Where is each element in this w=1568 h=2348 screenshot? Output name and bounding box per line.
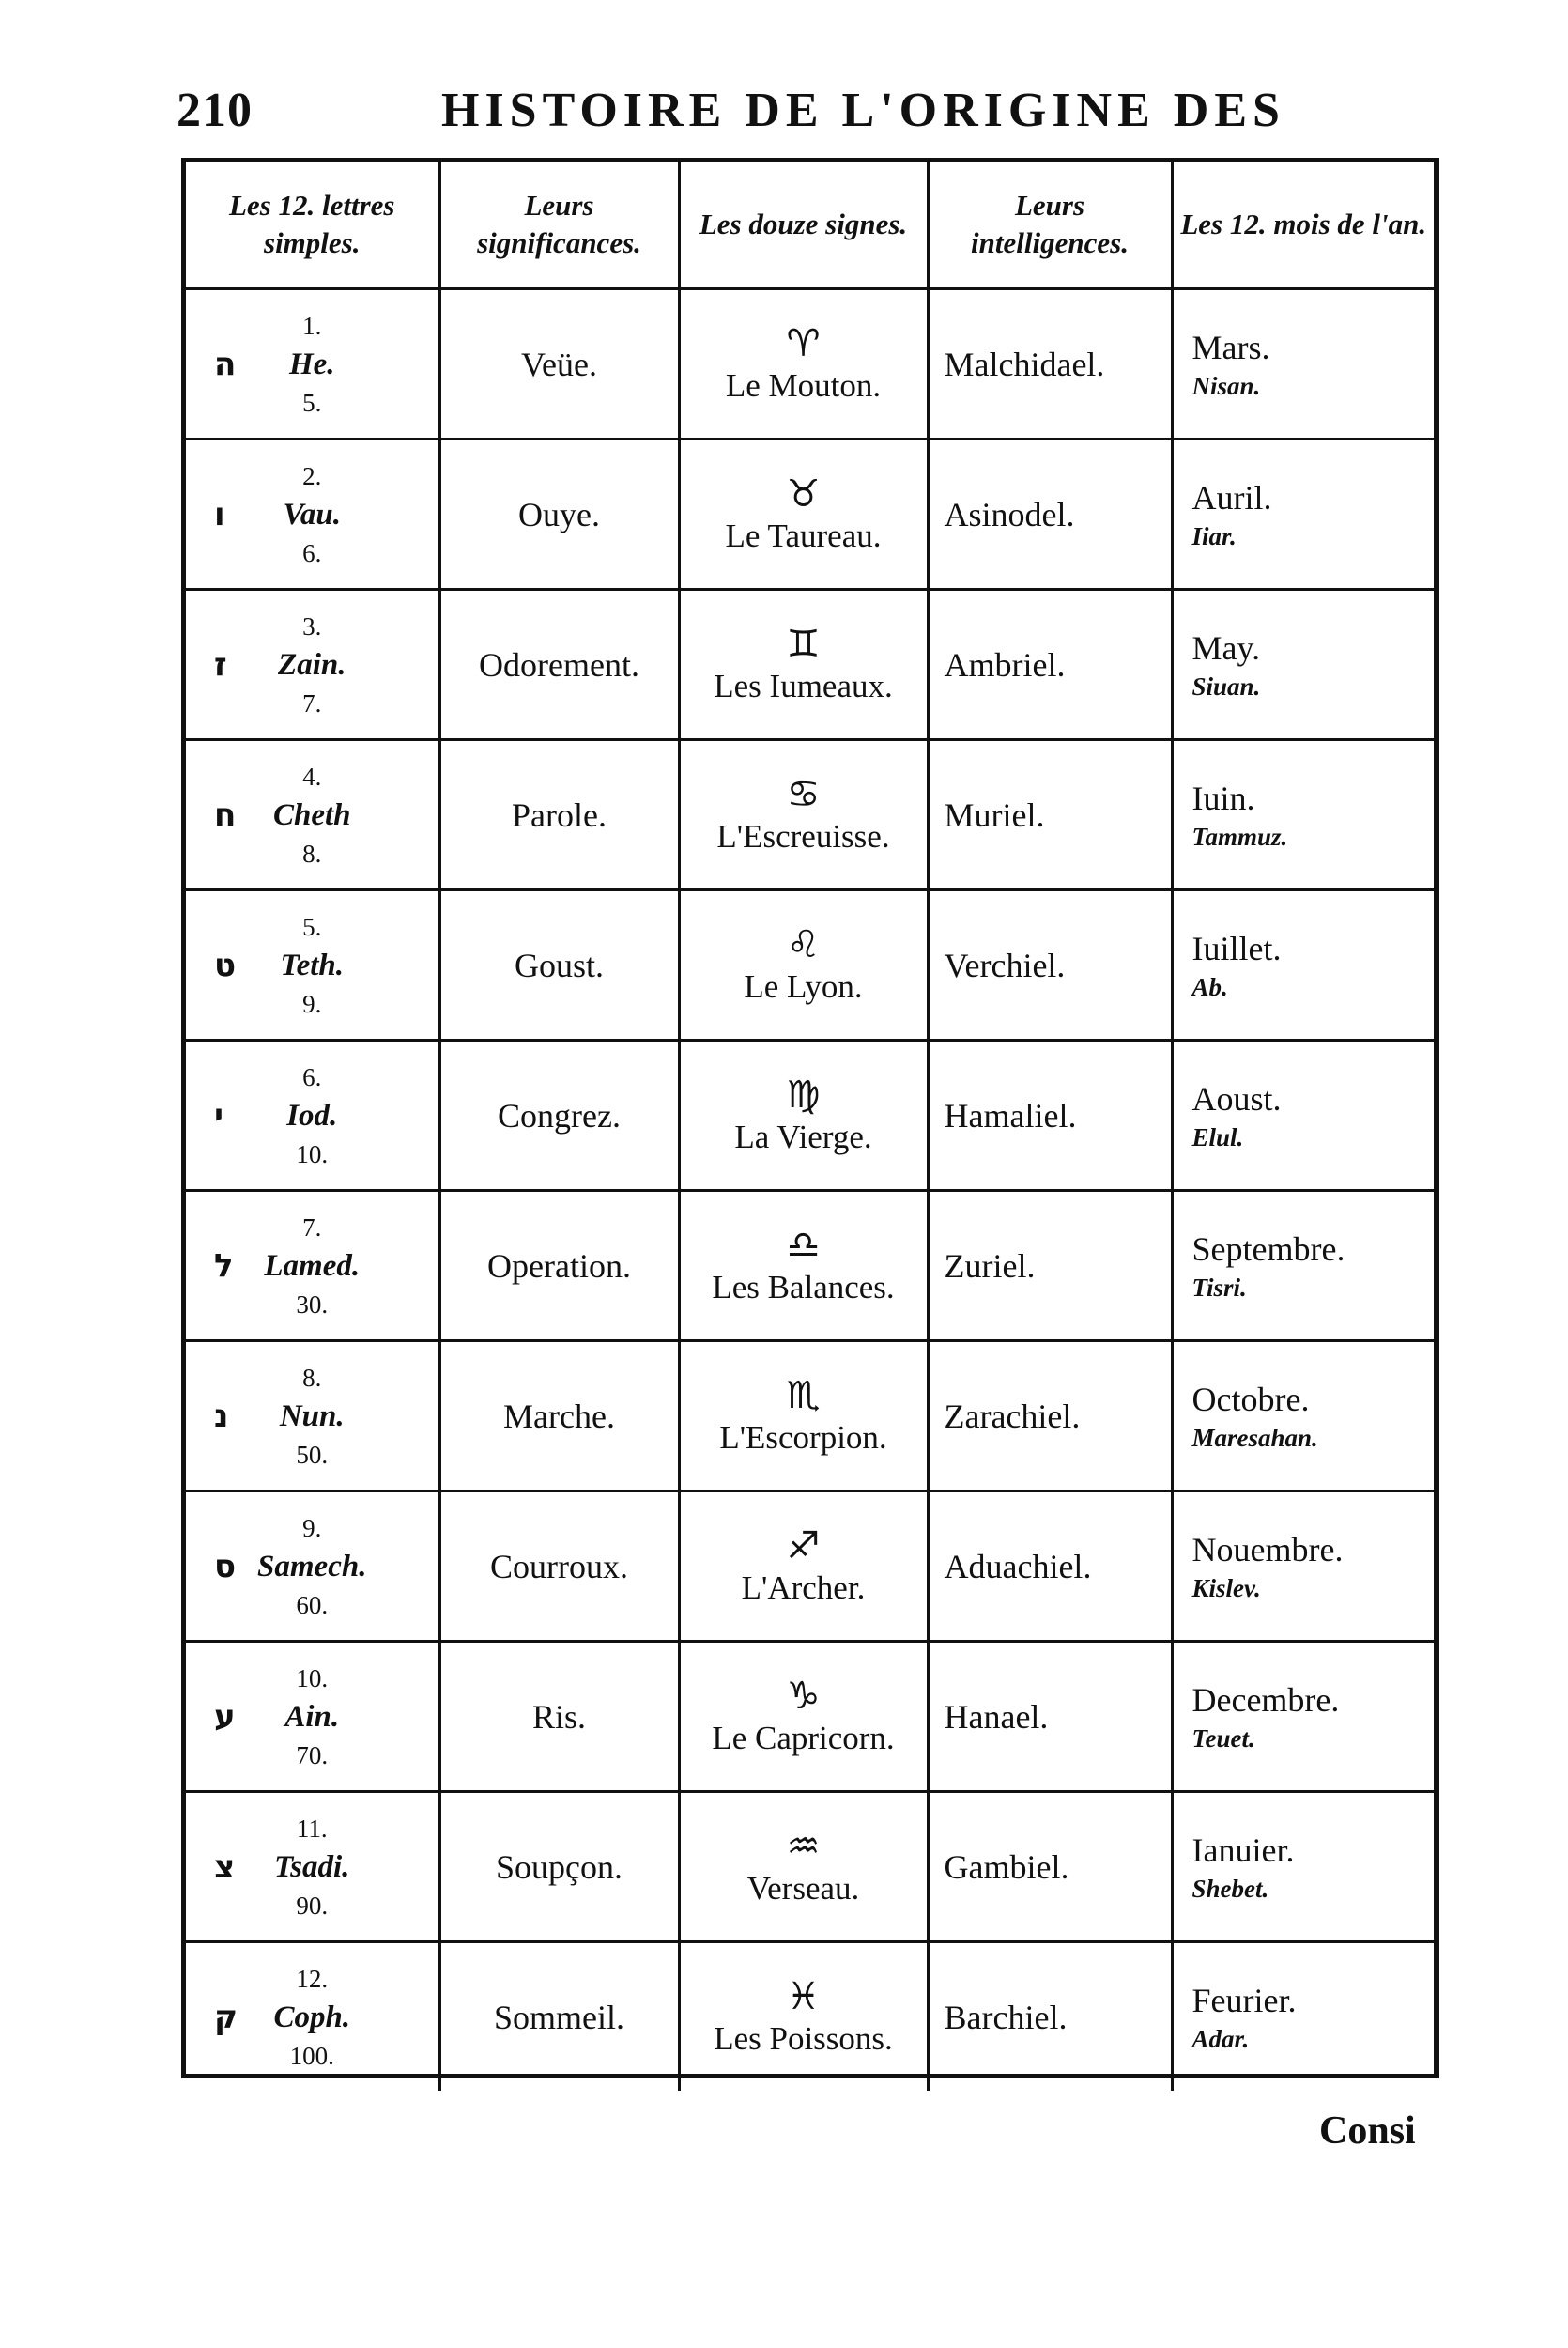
hebrew-letter: ע (214, 1697, 236, 1736)
hebrew-letter: ה (214, 345, 237, 383)
significance-cell: Congrez. (439, 1041, 679, 1191)
significance-cell: Veüe. (439, 289, 679, 440)
ordinal-number: 5. (302, 912, 322, 941)
page-header (169, 75, 1296, 150)
hebrew-month-name: Iiar. (1191, 521, 1237, 550)
month-name: Auril. (1191, 478, 1272, 517)
hebrew-month-name: Teuet. (1191, 1723, 1255, 1753)
letter-name: Samech. (257, 1549, 367, 1583)
sign-cell (679, 890, 928, 1041)
letter-cell (186, 1041, 439, 1191)
hebrew-letter: נ (214, 1397, 229, 1435)
sign-cell (679, 1191, 928, 1341)
sign-name: Le Taureau. (725, 517, 882, 554)
sign-cell (679, 1341, 928, 1491)
month-cell (1172, 590, 1434, 740)
table-row (186, 1041, 1434, 1191)
significance-cell: Parole. (439, 740, 679, 890)
significance-cell: Courroux. (439, 1491, 679, 1642)
month-cell (1172, 1792, 1434, 1942)
month-cell (1172, 890, 1434, 1041)
month-name: Aoust. (1191, 1079, 1282, 1118)
zodiac-symbol-icon: ♍ (786, 1073, 821, 1117)
zodiac-symbol-icon: ♏ (786, 1373, 821, 1417)
numeric-value: 50. (296, 1440, 329, 1469)
month-cell (1172, 1642, 1434, 1792)
month-name: Feurier. (1191, 1981, 1297, 2019)
hebrew-month-name: Shebet. (1191, 1874, 1269, 1903)
letter-cell (186, 1942, 439, 2092)
month-cell (1172, 1341, 1434, 1491)
hebrew-letter: ט (214, 946, 237, 984)
numeric-value: 60. (296, 1590, 329, 1619)
intelligence-cell: Asinodel. (928, 440, 1172, 590)
sign-name: Le Mouton. (725, 366, 882, 404)
letter-name: Nun. (279, 1398, 345, 1433)
letter-cell (186, 1792, 439, 1942)
zodiac-symbol-icon: ♋ (786, 772, 821, 816)
month-name: Octobre. (1191, 1380, 1310, 1418)
letter-name: He. (288, 347, 335, 381)
sign-name: L'Archer. (741, 1568, 866, 1606)
sign-name: Les Iumeaux. (714, 667, 893, 704)
month-cell (1172, 1491, 1434, 1642)
month-name: Nouembre. (1191, 1530, 1344, 1568)
ordinal-number: 11. (296, 1814, 328, 1843)
numeric-value: 70. (296, 1740, 329, 1769)
intelligence-cell: Hanael. (928, 1642, 1172, 1792)
hebrew-month-name: Kislev. (1191, 1573, 1261, 1602)
significance-cell: Goust. (439, 890, 679, 1041)
letter-name: Vau. (283, 497, 341, 532)
hebrew-letter: ח (214, 796, 237, 834)
hebrew-month-name: Nisan. (1191, 371, 1261, 400)
numeric-value: 6. (302, 538, 322, 567)
numeric-value: 10. (296, 1139, 329, 1168)
hebrew-letter: ז (214, 645, 227, 684)
month-name: May. (1191, 628, 1261, 667)
month-cell (1172, 289, 1434, 440)
significance-cell: Ouye. (439, 440, 679, 590)
numeric-value: 8. (302, 839, 322, 868)
numeric-value: 9. (302, 989, 322, 1018)
sign-cell (679, 1491, 928, 1642)
month-name: Iuin. (1191, 779, 1255, 817)
sign-cell (679, 1792, 928, 1942)
table-row (186, 1191, 1434, 1341)
letter-name: Teth. (280, 948, 345, 982)
zodiac-symbol-icon: ♈ (786, 321, 821, 365)
intelligence-cell: Hamaliel. (928, 1041, 1172, 1191)
numeric-value: 30. (296, 1290, 329, 1319)
letter-name: Coph. (273, 2000, 351, 2034)
letter-cell (186, 440, 439, 590)
hebrew-month-name: Maresahan. (1191, 1423, 1318, 1452)
letter-cell (186, 1341, 439, 1491)
hebrew-month-name: Siuan. (1191, 672, 1261, 701)
letter-name: Ain. (284, 1699, 340, 1734)
table-row (186, 1642, 1434, 1792)
hebrew-month-name: Tisri. (1191, 1273, 1247, 1302)
table-row (186, 590, 1434, 740)
ordinal-number: 9. (302, 1513, 322, 1542)
table-row (186, 1942, 1434, 2092)
letter-name: Cheth (272, 797, 351, 832)
zodiac-symbol-icon: ♑ (786, 1674, 821, 1718)
zodiac-symbol-icon: ♎ (786, 1223, 821, 1267)
running-title: HISTOIRE DE L'ORIGINE DES (441, 84, 1285, 137)
significance-cell: Soupçon. (439, 1792, 679, 1942)
header-signs: Les douze signes. (679, 162, 928, 289)
table-header-row (186, 162, 1434, 289)
letter-name: Zain. (278, 647, 346, 682)
table-row (186, 890, 1434, 1041)
intelligence-cell: Barchiel. (928, 1942, 1172, 2092)
header-intelligences: Leurs intelligences. (928, 162, 1172, 289)
table-row (186, 289, 1434, 440)
sign-cell (679, 740, 928, 890)
header-letters: Les 12. lettres simples. (186, 162, 439, 289)
intelligence-cell: Aduachiel. (928, 1491, 1172, 1642)
sign-name: L'Escreuisse. (716, 817, 890, 855)
month-name: Decembre. (1191, 1680, 1340, 1719)
month-cell (1172, 1041, 1434, 1191)
hebrew-letter: ס (214, 1547, 237, 1585)
hebrew-letter: ל (214, 1246, 234, 1285)
ordinal-number: 3. (302, 611, 322, 641)
sign-cell (679, 440, 928, 590)
ordinal-number: 1. (302, 311, 322, 340)
zodiac-symbol-icon: ♒ (786, 1824, 821, 1868)
ordinal-number: 8. (302, 1363, 322, 1392)
table-row (186, 440, 1434, 590)
intelligence-cell: Muriel. (928, 740, 1172, 890)
significance-cell: Ris. (439, 1642, 679, 1792)
letter-cell (186, 1191, 439, 1341)
letter-name: Tsadi. (274, 1849, 350, 1884)
month-name: Mars. (1191, 328, 1270, 366)
sign-name: Le Lyon. (744, 967, 863, 1005)
hebrew-month-name: Ab. (1191, 972, 1228, 1001)
ordinal-number: 4. (302, 762, 322, 791)
ordinal-number: 2. (302, 461, 322, 490)
month-name: Septembre. (1191, 1229, 1345, 1268)
catchword: Consi (1319, 2109, 1416, 2153)
zodiac-symbol-icon: ♓ (786, 1974, 821, 2018)
correspondence-table (181, 158, 1439, 2078)
numeric-value: 5. (302, 388, 322, 417)
ordinal-number: 12. (296, 1964, 329, 1993)
zodiac-symbol-icon: ♉ (786, 471, 821, 516)
letter-cell (186, 1491, 439, 1642)
hebrew-month-name: Elul. (1191, 1122, 1244, 1151)
intelligence-cell: Malchidael. (928, 289, 1172, 440)
sign-name: L'Escorpion. (719, 1418, 887, 1456)
significance-cell: Odorement. (439, 590, 679, 740)
page-number: 210 (177, 84, 253, 137)
numeric-value: 100. (289, 2041, 334, 2070)
sign-cell (679, 1642, 928, 1792)
letter-name: Iod. (286, 1098, 338, 1133)
intelligence-cell: Zarachiel. (928, 1341, 1172, 1491)
letter-cell (186, 890, 439, 1041)
month-cell (1172, 1942, 1434, 2092)
hebrew-letter: ו (214, 495, 225, 533)
month-cell (1172, 1191, 1434, 1341)
table-row (186, 1341, 1434, 1491)
hebrew-month-name: Adar. (1191, 2024, 1250, 2053)
header-months: Les 12. mois de l'an. (1172, 162, 1434, 289)
table-row (186, 1491, 1434, 1642)
sign-cell (679, 590, 928, 740)
intelligence-cell: Zuriel. (928, 1191, 1172, 1341)
table-row (186, 740, 1434, 890)
letter-cell (186, 740, 439, 890)
intelligence-cell: Verchiel. (928, 890, 1172, 1041)
sign-cell (679, 1942, 928, 2092)
letter-cell (186, 1642, 439, 1792)
zodiac-symbol-icon: ♊ (786, 622, 821, 666)
numeric-value: 7. (302, 688, 322, 718)
letter-cell (186, 289, 439, 440)
significance-cell: Sommeil. (439, 1942, 679, 2092)
sign-name: Verseau. (746, 1869, 860, 1907)
zodiac-symbol-icon: ♌ (786, 922, 821, 966)
header-significances: Leurs significances. (439, 162, 679, 289)
hebrew-letter: י (214, 1096, 224, 1135)
sign-name: Les Poissons. (714, 2019, 893, 2057)
sign-name: Le Capricorn. (712, 1719, 895, 1756)
month-cell (1172, 740, 1434, 890)
sign-name: Les Balances. (712, 1268, 895, 1305)
hebrew-letter: ק (214, 1998, 238, 2036)
zodiac-symbol-icon: ♐ (786, 1523, 821, 1568)
sign-name: La Vierge. (734, 1118, 872, 1155)
ordinal-number: 6. (302, 1062, 322, 1091)
numeric-value: 90. (296, 1891, 329, 1920)
letter-name: Lamed. (264, 1248, 361, 1283)
hebrew-month-name: Tammuz. (1191, 822, 1288, 851)
sign-cell (679, 289, 928, 440)
hebrew-letter: צ (214, 1847, 236, 1886)
sign-cell (679, 1041, 928, 1191)
table-row (186, 1792, 1434, 1942)
month-name: Iuillet. (1191, 929, 1282, 967)
ordinal-number: 10. (296, 1663, 329, 1692)
significance-cell: Operation. (439, 1191, 679, 1341)
month-cell (1172, 440, 1434, 590)
intelligence-cell: Gambiel. (928, 1792, 1172, 1942)
significance-cell: Marche. (439, 1341, 679, 1491)
month-name: Ianuier. (1191, 1831, 1295, 1869)
ordinal-number: 7. (302, 1213, 322, 1242)
intelligence-cell: Ambriel. (928, 590, 1172, 740)
letter-cell (186, 590, 439, 740)
